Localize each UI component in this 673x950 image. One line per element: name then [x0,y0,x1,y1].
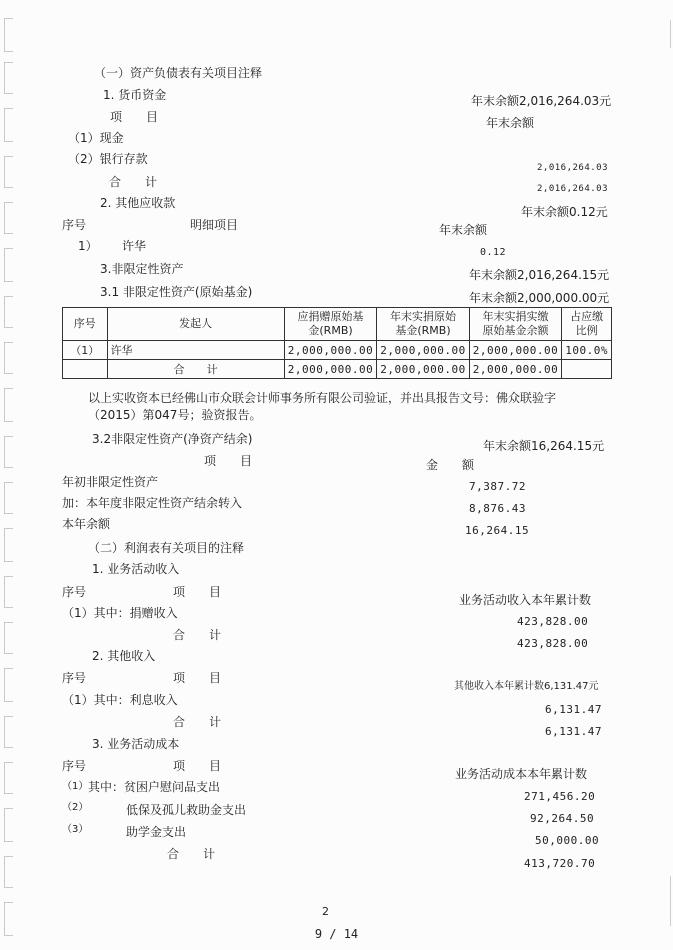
binder-mark [666,876,671,926]
business-income-col-no: 序号 [62,585,87,599]
net-assets-col-item: 项 目 [204,454,253,468]
net-assets-col-amount: 金 额 [426,458,475,472]
binder-mark [4,436,13,468]
other-recv-row-name: 许华 [122,239,147,253]
cash-row-value: 2,016,264.03 [537,163,609,173]
cash-col-item: 项 目 [110,110,159,124]
binder-mark [4,62,13,94]
other-recv-balance: 年末余额0.12元 [521,205,608,219]
binder-mark [4,248,13,282]
other-recv-col-balance: 年末余额 [439,223,488,237]
other-income-total-value: 6,131.47 [545,725,602,738]
unrestricted-balance: 年末余额2,016,264.15元 [469,268,610,282]
other-recv-row-no: 1） [78,239,98,253]
business-cost-col-item: 项 目 [173,759,222,773]
cash-col-balance: 年末余额 [486,116,535,130]
net-assets-row-value: 16,264.15 [465,524,530,537]
cash-row-label: （2）银行存款 [68,152,148,166]
binder-mark [4,482,13,514]
binder-mark [4,528,13,562]
binder-mark [4,388,13,422]
business-cost-row-no: （2） [62,802,89,813]
table-header-due: 应捐赠原始基 金(RMB) [284,308,376,341]
net-assets-row-value: 7,387.72 [469,480,526,493]
other-income-row-value: 6,131.47 [545,703,602,716]
binder-mark [4,342,13,374]
business-cost-row-no: （1） [62,781,89,792]
table-total-row [63,360,612,379]
other-recv-title: 2. 其他应收款 [100,196,176,210]
net-assets-title: 3.2非限定性资产(净资产结余) [92,432,253,446]
cash-title: 1. 货币资金 [103,88,167,102]
binder-mark [4,668,13,702]
pager-indicator: 9 / 14 [314,927,359,941]
original-fund-table [62,307,612,379]
cash-total-value: 2,016,264.03 [537,184,609,194]
business-income-col-amount: 业务活动收入本年累计数 [459,593,592,607]
cell-total-due: 2,000,000.00 [284,360,376,379]
business-cost-col-no: 序号 [62,759,87,773]
cash-row-label: （1）现金 [68,131,124,145]
cell-total-balance: 2,000,000.00 [469,360,561,379]
cell-no: （1） [63,341,108,360]
verification-note-line2: （2015）第047号；验资报告。 [88,408,262,422]
business-cost-total-value: 413,720.70 [524,857,596,870]
business-cost-row-label: 其中：贫困户慰问品支出 [88,780,221,794]
cell-paid: 2,000,000.00 [377,341,469,360]
other-recv-col-item: 明细项目 [190,218,239,232]
binder-mark [4,856,13,888]
net-assets-row-value: 8,876.43 [469,502,526,515]
business-income-total-label: 合 计 [173,628,222,642]
unrestricted-title: 3.非限定性资产 [100,262,184,276]
cash-total-label: 合 计 [109,175,158,189]
business-income-col-item: 项 目 [173,585,222,599]
table-header-no: 序号 [63,308,108,341]
binder-mark [4,108,13,142]
section-heading-income-statement: （二）利润表有关项目的注释 [88,541,245,555]
cell-due: 2,000,000.00 [284,341,376,360]
net-assets-row-label: 本年余额 [62,517,111,531]
original-fund-title: 3.1 非限定性资产(原始基金) [100,285,253,299]
section-heading-balance-sheet: （一）资产负债表有关项目注释 [94,66,263,80]
cash-balance: 年末余额2,016,264.03元 [471,94,612,108]
business-cost-row-value: 92,264.50 [530,812,595,825]
table-header-row [63,308,612,341]
cell-balance: 2,000,000.00 [469,341,561,360]
table-header-sponsor: 发起人 [107,308,284,341]
business-income-total-value: 423,828.00 [517,637,589,650]
business-cost-row-value: 271,456.20 [524,790,596,803]
binder-mark [4,202,13,234]
binder-mark [4,622,13,654]
binder-mark [4,156,13,188]
business-cost-row-value: 50,000.00 [535,834,600,847]
cell-total-paid: 2,000,000.00 [377,360,469,379]
business-cost-row-no: （3） [62,824,89,835]
binder-mark [4,808,13,842]
binder-mark [4,716,13,748]
business-income-row-value: 423,828.00 [517,615,589,628]
binder-mark [4,576,13,608]
page-number: 2 [322,905,329,918]
table-header-ratio: 占应缴 比例 [562,308,612,341]
business-cost-row-label: 低保及孤儿救助金支出 [126,803,247,817]
cell-sponsor: 许华 [107,341,284,360]
other-income-total-label: 合 计 [173,715,222,729]
other-income-col-no: 序号 [62,671,87,685]
business-cost-title: 3. 业务活动成本 [92,737,180,751]
table-header-balance: 年末实捐实缴 原始基金余额 [469,308,561,341]
business-income-title: 1. 业务活动收入 [92,562,180,576]
binder-mark [666,20,671,48]
verification-note-line1: 以上实收资本已经佛山市众联会计师事务所有限公司验证，并出具报告文号：佛众联验字 [88,391,557,405]
other-recv-row-value: 0.12 [480,247,507,258]
business-cost-col-amount: 业务活动成本本年累计数 [455,767,588,781]
business-cost-row-label: 助学金支出 [126,825,187,839]
table-row [63,341,612,360]
business-cost-total-label: 合 计 [167,847,216,861]
binder-mark [4,18,13,52]
net-assets-row-label: 加：本年度非限定性资产结余转入 [62,496,243,510]
cell-total-label: 合 计 [107,360,284,379]
other-income-title: 2. 其他收入 [92,649,156,663]
binder-mark [4,762,13,794]
binder-mark [4,296,13,328]
other-income-row-label: （1）其中：利息收入 [62,693,178,707]
net-assets-balance: 年末余额16,264.15元 [483,439,605,453]
other-income-col-item: 项 目 [173,671,222,685]
other-recv-col-no: 序号 [62,218,87,232]
table-header-paid: 年末实捐原始 基金(RMB) [377,308,469,341]
original-fund-balance: 年末余额2,000,000.00元 [469,291,610,305]
other-income-col-amount: 其他收入本年累计数6,131.47元 [454,681,599,692]
cell-ratio: 100.0% [562,341,612,360]
net-assets-row-label: 年初非限定性资产 [62,475,159,489]
business-income-row-label: （1）其中：捐赠收入 [62,606,178,620]
